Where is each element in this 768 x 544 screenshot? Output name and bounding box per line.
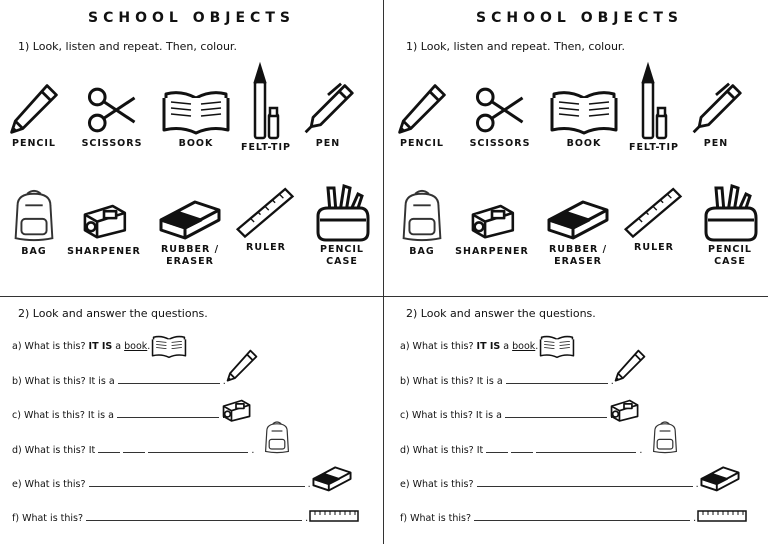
question-text: . — [610, 376, 614, 387]
vocab-rubber-eraser — [540, 192, 616, 268]
question-text: . — [535, 341, 539, 352]
question-text: f) What is this? — [12, 513, 87, 524]
worksheet-panel — [388, 0, 768, 544]
question-text: a) What is this? — [12, 341, 89, 352]
question-d — [400, 444, 642, 456]
question-text: d) What is this? It — [400, 445, 487, 456]
question-f — [12, 512, 308, 524]
question-c — [12, 409, 225, 421]
worksheet-panel — [0, 0, 383, 544]
vocab-label: FELT-TIP — [240, 142, 292, 153]
question-text: b) What is this? It is a — [400, 376, 506, 387]
eraser-icon — [155, 192, 225, 242]
sharpener-icon — [78, 194, 130, 244]
question-text: . — [639, 445, 643, 456]
ruler-icon — [309, 510, 359, 522]
answer-blank[interactable] — [98, 444, 120, 453]
scissors-icon — [81, 84, 143, 136]
felt-tip-icon — [251, 60, 281, 140]
vocab-label: RULER — [634, 242, 674, 253]
pencil-icon — [224, 347, 260, 383]
instruction-2: 2) Look and answer the questions. — [18, 307, 208, 320]
answer-blank[interactable] — [505, 409, 607, 418]
vocab-label: SHARPENER — [455, 246, 529, 257]
vocab-label: PENCIL CASE — [708, 244, 752, 267]
pencil-icon — [6, 80, 62, 136]
answer-blank[interactable] — [486, 444, 508, 453]
vocab-label: PEN — [703, 138, 729, 149]
vocab-rubber-eraser — [152, 192, 228, 268]
vocab-label: BOOK — [178, 138, 214, 149]
vocab-bag — [384, 186, 460, 258]
pencil-case-icon — [700, 182, 760, 242]
question-b — [400, 375, 614, 387]
answer-blank[interactable] — [536, 444, 636, 453]
question-bold: IT IS — [476, 341, 501, 352]
vocab-pen — [678, 80, 754, 150]
instruction-1: 1) Look, listen and repeat. Then, colour. — [406, 40, 625, 53]
example-answer: book — [124, 341, 148, 352]
eraser-icon — [309, 461, 355, 493]
instruction-1: 1) Look, listen and repeat. Then, colour. — [18, 40, 237, 53]
vocab-ruler — [616, 182, 692, 254]
worksheet-title: SCHOOL OBJECTS — [88, 10, 295, 26]
sharpener-icon — [607, 394, 641, 424]
answer-blank[interactable] — [511, 444, 533, 453]
pen-icon — [298, 80, 358, 136]
backpack-icon — [9, 186, 59, 244]
question-bold: IT IS — [88, 341, 113, 352]
vocab-label: SCISSORS — [81, 138, 143, 149]
vocab-book — [546, 86, 622, 150]
worksheet-title: SCHOOL OBJECTS — [476, 10, 683, 26]
question-text: b) What is this? It is a — [12, 376, 118, 387]
question-a — [400, 341, 538, 352]
vocab-label: BAG — [409, 246, 435, 257]
question-f — [400, 512, 696, 524]
sharpener-icon — [219, 394, 253, 424]
eraser-icon — [697, 461, 743, 493]
vocab-pen — [290, 80, 366, 150]
question-text: . — [251, 445, 255, 456]
answer-blank[interactable] — [118, 375, 220, 384]
question-text: . — [222, 376, 226, 387]
question-text: e) What is this? — [400, 479, 477, 490]
question-text: . — [307, 479, 311, 490]
vocab-sharpener — [66, 194, 142, 258]
vocab-label: RUBBER / ERASER — [160, 244, 220, 267]
vocab-label: PENCIL — [400, 138, 444, 149]
instruction-2: 2) Look and answer the questions. — [406, 307, 596, 320]
sharpener-icon — [466, 194, 518, 244]
vocab-pencil-case — [304, 182, 380, 268]
question-text: a) What is this? — [400, 341, 477, 352]
pencil-case-icon — [312, 182, 372, 242]
question-c — [400, 409, 613, 421]
question-text: d) What is this? It — [12, 445, 99, 456]
answer-blank[interactable] — [477, 478, 693, 487]
ruler-icon — [234, 182, 298, 240]
answer-blank[interactable] — [148, 444, 248, 453]
vocab-label: BAG — [21, 246, 47, 257]
vocab-label: PEN — [315, 138, 341, 149]
vocab-label: SHARPENER — [67, 246, 141, 257]
vocab-ruler — [228, 182, 304, 254]
ruler-icon — [622, 182, 686, 240]
question-text: f) What is this? — [400, 513, 475, 524]
answer-blank[interactable] — [474, 512, 690, 521]
vocab-scissors — [462, 84, 538, 150]
ruler-icon — [697, 510, 747, 522]
vocab-bag — [0, 186, 72, 258]
vocab-label: PENCIL CASE — [320, 244, 364, 267]
vocab-label: FELT-TIP — [628, 142, 680, 153]
question-text: . — [693, 513, 697, 524]
vocab-label: PENCIL — [12, 138, 56, 149]
answer-blank[interactable] — [89, 478, 305, 487]
scissors-icon — [469, 84, 531, 136]
question-text: . — [695, 479, 699, 490]
book-icon — [539, 333, 575, 359]
vocab-label: RUBBER / ERASER — [548, 244, 608, 267]
eraser-icon — [543, 192, 613, 242]
vocab-pencil — [0, 80, 72, 150]
backpack-icon — [262, 418, 292, 456]
backpack-icon — [650, 418, 680, 456]
backpack-icon — [397, 186, 447, 244]
answer-blank[interactable] — [86, 512, 302, 521]
book-icon — [549, 86, 619, 136]
question-text: a — [112, 341, 125, 352]
vocab-scissors — [74, 84, 150, 150]
vocab-sharpener — [454, 194, 530, 258]
book-icon — [151, 333, 187, 359]
question-a — [12, 341, 150, 352]
question-text: . — [147, 341, 151, 352]
question-text: c) What is this? It is a — [400, 410, 505, 421]
answer-blank[interactable] — [117, 409, 219, 418]
question-text: e) What is this? — [12, 479, 89, 490]
vocab-pencil — [384, 80, 460, 150]
book-icon — [161, 86, 231, 136]
question-e — [12, 478, 311, 490]
question-text: c) What is this? It is a — [12, 410, 117, 421]
felt-tip-icon — [639, 60, 669, 140]
question-d — [12, 444, 254, 456]
question-e — [400, 478, 699, 490]
vocab-pencil-case — [692, 182, 768, 268]
vocab-book — [158, 86, 234, 150]
example-answer: book — [512, 341, 536, 352]
answer-blank[interactable] — [506, 375, 608, 384]
pencil-icon — [394, 80, 450, 136]
pencil-icon — [612, 347, 648, 383]
question-text: a — [500, 341, 513, 352]
vocab-label: SCISSORS — [469, 138, 531, 149]
pen-icon — [686, 80, 746, 136]
vocab-label: RULER — [246, 242, 286, 253]
question-text: . — [305, 513, 309, 524]
answer-blank[interactable] — [123, 444, 145, 453]
question-b — [12, 375, 226, 387]
vocab-label: BOOK — [566, 138, 602, 149]
